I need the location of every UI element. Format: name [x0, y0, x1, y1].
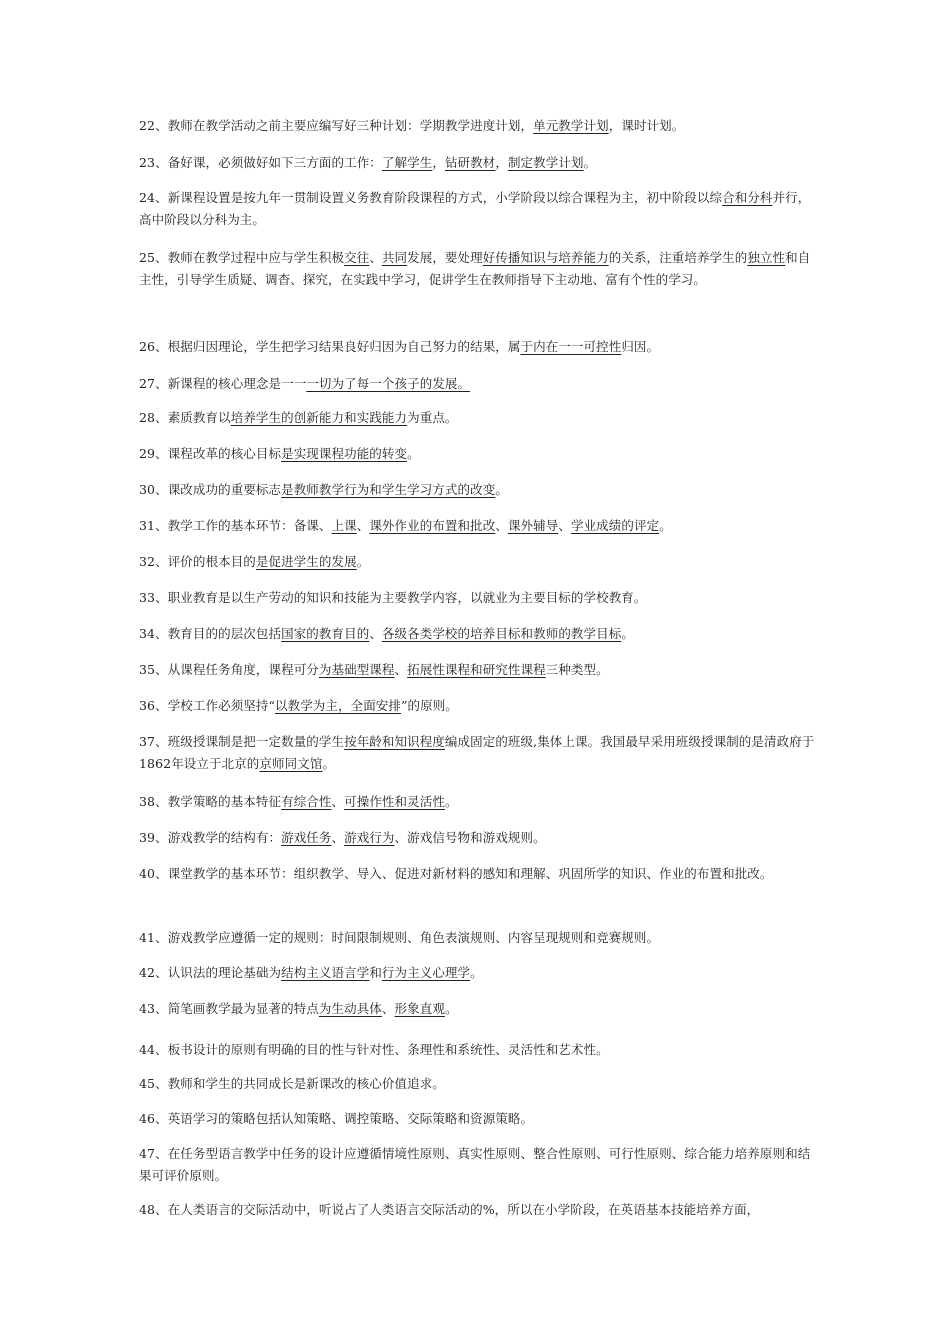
question-text: 。: [322, 756, 336, 771]
question-text: 29、课程改革的核心目标: [139, 446, 282, 461]
underlined-answer: 课外作业的布置和批改: [369, 518, 496, 533]
question-item: [139, 1073, 815, 1095]
question-item: [139, 479, 815, 501]
question-text: 43、简笔画教学最为显著的特点: [139, 1001, 319, 1016]
question-text: 、: [369, 626, 382, 641]
underlined-answer: 京师同文馆: [259, 756, 323, 771]
question-item: [139, 827, 815, 849]
question-item: [139, 1199, 815, 1221]
question-text: 。: [407, 446, 420, 461]
question-text: 33、职业教育是以生产劳动的知识和技能为主要教学内容，以就业为主要目标的学校教育。: [139, 590, 647, 605]
question-item: [139, 247, 815, 291]
question-text: 。: [470, 965, 483, 980]
question-text: 24、新课程设置是按九年一贯制设置义务教育阶段课程的方式，小学阶段以综合课程为主，初中阶段以综: [139, 190, 723, 205]
question-text: 22、教师在教学活动之前主要应编写好三种计划：学期教学进度计划，: [139, 118, 534, 133]
question-text: ，课时计划。: [608, 118, 685, 133]
question-text: ，: [432, 155, 445, 170]
question-item: [139, 1039, 815, 1061]
question-item: [139, 551, 815, 573]
underlined-answer: 交往: [344, 250, 370, 265]
question-text: 32、评价的根本目的: [139, 554, 256, 569]
question-text: 28、素质教育以: [139, 410, 231, 425]
question-text: 、: [394, 662, 408, 677]
underlined-answer: 按年龄和知识程度: [344, 734, 445, 749]
question-item: [139, 407, 815, 429]
question-text: 为重点。: [407, 410, 458, 425]
underlined-answer: 制定教学计划: [507, 155, 584, 170]
question-text: 。: [495, 482, 508, 497]
question-text: 23、备好课，必须做好如下三方面的工作：: [139, 155, 382, 170]
question-text: 、: [495, 518, 508, 533]
question-item: [139, 927, 815, 949]
question-text: ，: [495, 155, 508, 170]
question-text: 、: [558, 518, 571, 533]
question-text: 27、新课程的核心理念是一一: [139, 376, 307, 391]
underlined-answer: 有综合性: [281, 794, 332, 809]
question-item: [139, 443, 815, 465]
underlined-answer: 行为主义心理学: [381, 965, 471, 980]
question-text: 、: [369, 250, 382, 265]
question-item: [139, 587, 815, 609]
question-text: 三种类型。: [545, 662, 609, 677]
question-text: ”的原则。: [401, 698, 458, 713]
underlined-answer: 好传播知识与培养能力: [482, 250, 609, 265]
underlined-answer: 游戏行为: [344, 830, 395, 845]
question-item: [139, 1108, 815, 1130]
question-text: 编成固定的班级,集体上课。我国最早采用班级授课制的是清政府于1862年设立于北京的: [139, 734, 815, 771]
underlined-answer: 共同: [381, 250, 408, 265]
question-text: 归因。: [621, 339, 660, 354]
underlined-answer: 是实现课程功能的转变: [281, 446, 408, 461]
question-text: 40、课堂教学的基本环节：组织教学、导入、促进对新材料的感知和理解、巩固所学的知识、作业的布置和批改。: [139, 866, 773, 881]
underlined-answer: 游戏任务: [281, 830, 332, 845]
question-text: 。: [621, 626, 634, 641]
question-text: 。: [356, 554, 370, 569]
question-text: 。: [444, 794, 458, 809]
question-text: 。: [583, 155, 597, 170]
underlined-answer: 一切为了每一个孩子的发展。: [306, 376, 471, 391]
question-text: 37、班级授课制是把一定数量的学生: [139, 734, 345, 749]
question-item: [139, 336, 815, 358]
question-text: 30、课改成功的重要标志: [139, 482, 282, 497]
question-text: 的关系，注重培养学生的: [608, 250, 748, 265]
question-item: [139, 998, 815, 1020]
question-text: 45、教师和学生的共同成长是新课改的核心价值追求。: [139, 1076, 445, 1091]
question-text: 25、教师在教学过程中应与学生积极: [139, 250, 345, 265]
underlined-answer: 于内在一一可控性: [520, 339, 622, 354]
question-item: [139, 659, 815, 681]
question-item: [139, 731, 815, 775]
question-text: 26、根据归因理论，学生把学习结果良好归因为自己努力的结果，属: [139, 339, 521, 354]
question-item: [139, 187, 815, 231]
question-text: 。: [659, 518, 672, 533]
question-text: 36、学校工作必须坚持“: [139, 698, 275, 713]
question-text: 35、从课程任务角度，课程可分: [139, 662, 319, 677]
question-item: [139, 515, 815, 537]
question-text: 44、板书设计的原则有明确的目的性与针对性、条理性和系统性、灵活性和艺术性。: [139, 1042, 609, 1057]
question-item: [139, 115, 815, 137]
underlined-answer: 可操作性和灵活性: [344, 794, 445, 809]
underlined-answer: 为基础型课程: [318, 662, 395, 677]
question-text: 并行，高中阶段以分科为主。: [139, 190, 811, 227]
question-item: [139, 1143, 815, 1187]
question-text: 46、英语学习的策略包括认知策略、调控策略、交际策略和资源策略。: [139, 1111, 534, 1126]
underlined-answer: 上课: [331, 518, 357, 533]
question-item: [139, 791, 815, 813]
underlined-answer: 课外辅导: [507, 518, 559, 533]
question-item: [139, 962, 815, 984]
question-text: 、游戏信号物和游戏规则。: [394, 830, 546, 845]
question-text: 、: [331, 794, 345, 809]
question-text: 47、在任务型语言教学中任务的设计应遵循情境性原则、真实性原则、整合性原则、可行性原则、综合能力培养原则和结果可评价原则。: [139, 1146, 811, 1183]
question-text: 42、认识法的理论基础为: [139, 965, 282, 980]
question-text: 31、教学工作的基本环节：备课、: [139, 518, 332, 533]
underlined-answer: 是促进学生的发展: [255, 554, 357, 569]
underlined-answer: 钻研教材: [444, 155, 496, 170]
question-text: 、: [356, 518, 370, 533]
question-text: 、: [381, 1001, 395, 1016]
underlined-answer: 独立性: [747, 250, 786, 265]
underlined-answer: 了解学生: [381, 155, 433, 170]
question-item: [139, 863, 815, 885]
underlined-answer: 为生动具体: [318, 1001, 382, 1016]
underlined-answer: 学业成绩的评定: [570, 518, 660, 533]
question-text: 34、教育目的的层次包括: [139, 626, 282, 641]
question-text: 和自主性，引导学生质疑、调杳、探究，在实践中学习，促讲学生在教师指导下主动地、富有个性的学习。: [139, 250, 811, 287]
underlined-answer: 是教师教学行为和学生学习方式的改变: [281, 482, 496, 497]
underlined-answer: 单元教学计划: [533, 118, 609, 133]
question-item: [139, 695, 815, 717]
underlined-answer: 结构主义语言学: [281, 965, 370, 980]
question-text: 39、游戏教学的结构有：: [139, 830, 282, 845]
underlined-answer: 合和分科: [722, 190, 773, 205]
question-text: 。: [444, 1001, 458, 1016]
underlined-answer: 形象直观: [394, 1001, 445, 1016]
question-text: 48、在人类语言的交际活动中，听说占了人类语言交际活动的%，所以在小学阶段，在英语基本技能培养方面，: [139, 1202, 760, 1217]
question-text: 38、教学策略的基本特征: [139, 794, 282, 809]
question-item: [139, 623, 815, 645]
question-text: 发展，要处理: [407, 250, 483, 265]
underlined-answer: 拓展性课程和研究性课程: [407, 662, 546, 677]
question-text: 41、游戏教学应遵循一定的规则：时间限制规则、角色表演规则、内容呈现规则和竞赛规则。: [139, 930, 660, 945]
underlined-answer: 以教学为主，全面安排: [275, 698, 402, 713]
underlined-answer: 国家的教育目的: [281, 626, 370, 641]
question-text: 和: [369, 965, 382, 980]
question-item: [139, 152, 815, 174]
question-item: [139, 373, 815, 395]
question-text: 、: [331, 830, 345, 845]
underlined-answer: 培养学生的创新能力和实践能力: [230, 410, 408, 425]
underlined-answer: 各级各类学校的培养目标和教师的教学目标: [381, 626, 622, 641]
